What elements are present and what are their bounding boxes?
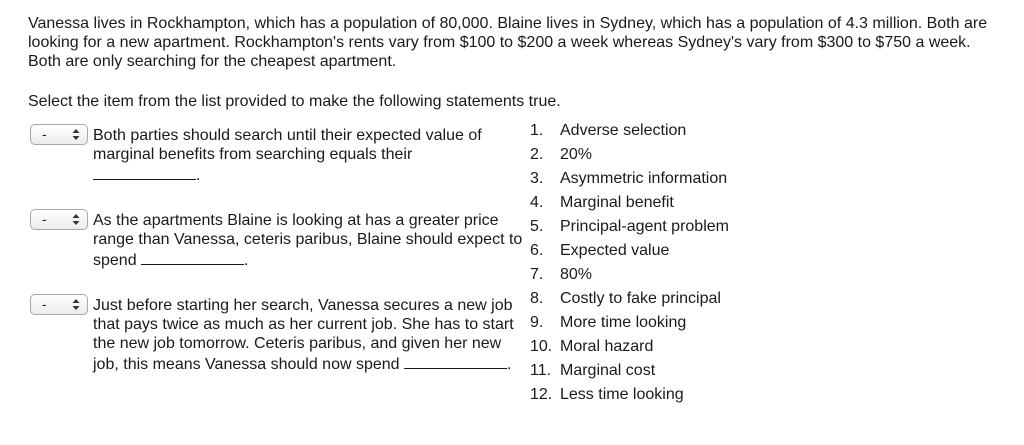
answer-select-3[interactable]	[30, 294, 88, 315]
intro-paragraph: Vanessa lives in Rockhampton, which has a population of 80,000. Blaine lives in Sydney, which has a population of 4.3 million. Both are looking for a new apartment. Rockhampton's rents vary from $100 to $200 a week whereas Sydney's vary from $300 to $750 a week. Both are only searching for the cheapest apartment.	[28, 15, 988, 70]
question-3-suffix: .	[507, 356, 512, 373]
option-item: 7. 80%	[530, 266, 593, 283]
option-item: 3. Asymmetric information	[530, 170, 728, 187]
question-1-statement: Both parties should search until their expected value of marginal benefits from searching equals their	[93, 127, 482, 163]
option-item: 8. Costly to fake principal	[530, 290, 721, 307]
question-3-statement: Just before starting her search, Vanessa secures a new job that pays twice as much as her current job. She has to start the new job tomorrow. Ceteris paribus, and given her new job, this means Vanessa should now spend	[93, 297, 514, 373]
question-2-suffix: .	[244, 252, 249, 269]
option-item: 10. Moral hazard	[530, 338, 654, 355]
option-item: 12. Less time looking	[530, 386, 684, 403]
option-item: 5. Principal-agent problem	[530, 218, 729, 235]
answer-select-1[interactable]	[30, 124, 88, 145]
options-list	[530, 120, 729, 408]
option-item: 6. Expected value	[530, 242, 670, 259]
answer-blank-1	[93, 164, 196, 180]
select-arrows-icon	[72, 298, 80, 311]
answer-blank-3	[404, 353, 507, 369]
question-1-suffix: .	[196, 167, 201, 184]
question-1-text	[93, 126, 525, 185]
option-item: 11. Marginal cost	[530, 362, 656, 379]
answer-select-2-value: -	[42, 211, 47, 227]
question-3-text	[93, 296, 525, 374]
answer-select-3-value: -	[42, 296, 47, 312]
option-item: 4. Marginal benefit	[530, 194, 674, 211]
answer-select-1-value: -	[42, 126, 47, 142]
answer-blank-2	[141, 249, 244, 265]
select-arrows-icon	[72, 128, 80, 141]
instruction-text: Select the item from the list provided to make the following statements true.	[28, 93, 561, 110]
option-item: 9. More time looking	[530, 314, 687, 331]
option-item: 1. Adverse selection	[530, 122, 687, 139]
question-2-text	[93, 211, 525, 270]
question-2-statement: As the apartments Blaine is looking at has a greater price range than Vanessa, ceteris paribus, Blaine should expect to spend	[93, 212, 523, 269]
answer-select-2[interactable]	[30, 209, 88, 230]
option-item: 2. 20%	[530, 146, 593, 163]
select-arrows-icon	[72, 213, 80, 226]
